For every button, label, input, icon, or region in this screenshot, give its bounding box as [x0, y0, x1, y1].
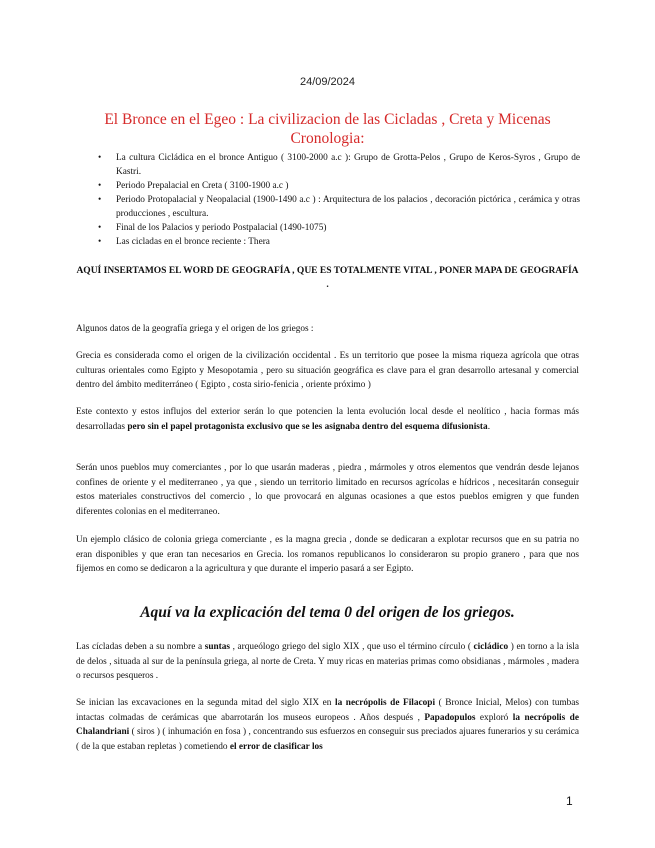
header-date: 24/09/2024 — [299, 76, 356, 88]
list-item-text: Las cicladas en el bronce reciente : Thera — [116, 237, 270, 247]
paragraph-1: Grecia es considerada como el origen de la civilización occidental . Es un territorio que posee la misma riqueza agrícola que otras culturas orientales como Egipto y Mesopotamia , pero su situación geográfica es clave para el gran desarrollo artesanal y comercial dentro del ámbito mediterráneo ( Egipto , costa sirio-fenicia , oriente próximo ) — [76, 351, 579, 391]
paragraph-text: ( siros ) ( inhumación en fosa ) , concentrando sus esfuerzos en conseguir sus preciados ajuares funerarios y su cerámica ( de la que estaban repletas ) cometiendo — [76, 727, 579, 752]
list-item-text: Periodo Protopalacial y Neopalacial (1900-1490 a.c ) : Arquitectura de los palacios , decoración pictórica , cerámica y otras producciones , escultura. — [116, 195, 580, 219]
paragraph-text: exploró — [475, 712, 513, 723]
paragraph-text: Este contexto y estos influjos del exterior serán lo que potencien la lenta evolución local desde el neolítico , hacia formas más desarrolladas — [76, 407, 579, 432]
paragraph-text: . — [487, 421, 491, 432]
paragraph-6 — [76, 696, 579, 754]
title-line-1: El Bronce en el Egeo : La civilizacion de las Cicladas , Creta y Micenas — [104, 111, 551, 128]
paragraph-5 — [76, 640, 579, 684]
bullet-icon: • — [98, 181, 102, 191]
list-item — [98, 221, 580, 235]
paragraph-2 — [76, 405, 579, 434]
bullet-icon: • — [98, 195, 102, 205]
paragraph-text: Las cícladas deben a su nombre a — [76, 642, 205, 652]
list-item — [98, 193, 580, 221]
paragraph-bold-text: Papadopulos — [424, 712, 476, 723]
paragraph-text: ) en torno a la isla de delos , situada al sur de la península griega, al norte de Creta. Y muy ricas en materias primas como obsidianas , mármoles , madera o recursos pesqueros . — [76, 642, 579, 682]
paragraph-bold-text: el error de clasificar los — [229, 741, 323, 752]
intro-paragraph: Algunos datos de la geografía griega y el origen de los griegos : — [76, 324, 314, 334]
title-line-2: Cronologia: — [290, 130, 365, 147]
geography-note: AQUÍ INSERTAMOS EL WORD DE GEOGRAFÍA , QUE ES TOTALMENTE VITAL , PONER MAPA DE GEOGRAFÍA . — [76, 266, 579, 290]
list-item-text: Periodo Prepalacial en Creta ( 3100-1900 a.c ) — [116, 181, 289, 191]
bullet-icon: • — [98, 223, 102, 233]
list-item — [98, 151, 580, 179]
paragraph-3: Serán unos pueblos muy comerciantes , por lo que usarán maderas , piedra , mármoles y otros elementos que vendrán desde lejanos confines de oriente y el mediterraneo , ya que , siendo un territorio limitado en recursos agrícolas e hídricos , necesitarán conseguir estos materiales constructivos del comercio , lo que provocará en algunas ocasiones a que estos pueblos emigren y que funden diferentes colonias en el mediterraneo. — [76, 463, 579, 517]
paragraph-bold-text: pero sin el papel protagonista exclusivo que se les asignaba dentro del esquema difusionista — [127, 421, 488, 432]
page-number: 1 — [566, 794, 573, 808]
paragraph-bold-text: la necrópolis de Chalandriani — [76, 712, 579, 738]
paragraph-bold-text: cicládico — [473, 642, 509, 652]
list-item — [98, 235, 580, 249]
paragraph-bold-text: la necrópolis de Filacopi — [335, 698, 436, 708]
list-item-text: Final de los Palacios y periodo Postpalacial (1490-1075) — [116, 223, 327, 233]
document-title — [60, 110, 595, 148]
paragraph-text: , arqueólogo griego del siglo XIX , que uso el término círculo ( — [230, 642, 474, 652]
chronology-list — [98, 151, 580, 249]
paragraph-bold-text: suntas — [204, 642, 231, 652]
paragraph-text: Se inician las excavaciones en la segunda mitad del siglo XIX en — [76, 698, 336, 708]
list-item-text: La cultura Cicládica en el bronce Antiguo ( 3100-2000 a.c ): Grupo de Grotta-Pelos , Grupo de Keros-Syros , Grupo de Kastri. — [116, 153, 580, 177]
paragraph-4: Un ejemplo clásico de colonia griega comerciante , es la magna grecia , donde se dedicaran a explotar recursos que en su patria no eran disponibles y que eran tan necesarios en Grecia. los romanos republicanos lo consideraron su propio granero , para que nos fijemos en como se dedicaron a la agricultura y que durante el imperio pasará a ser Egipto. — [76, 535, 579, 575]
section-heading: Aquí va la explicación del tema 0 del origen de los griegos. — [140, 604, 515, 621]
bullet-icon: • — [98, 153, 102, 163]
paragraph-text: ( Bronce Inicial, Melos) con tumbas intactas colmadas de cerámicas que abarrotarán los museos europeos . Años después , — [76, 698, 580, 723]
bullet-icon: • — [98, 237, 102, 247]
list-item — [98, 179, 580, 193]
